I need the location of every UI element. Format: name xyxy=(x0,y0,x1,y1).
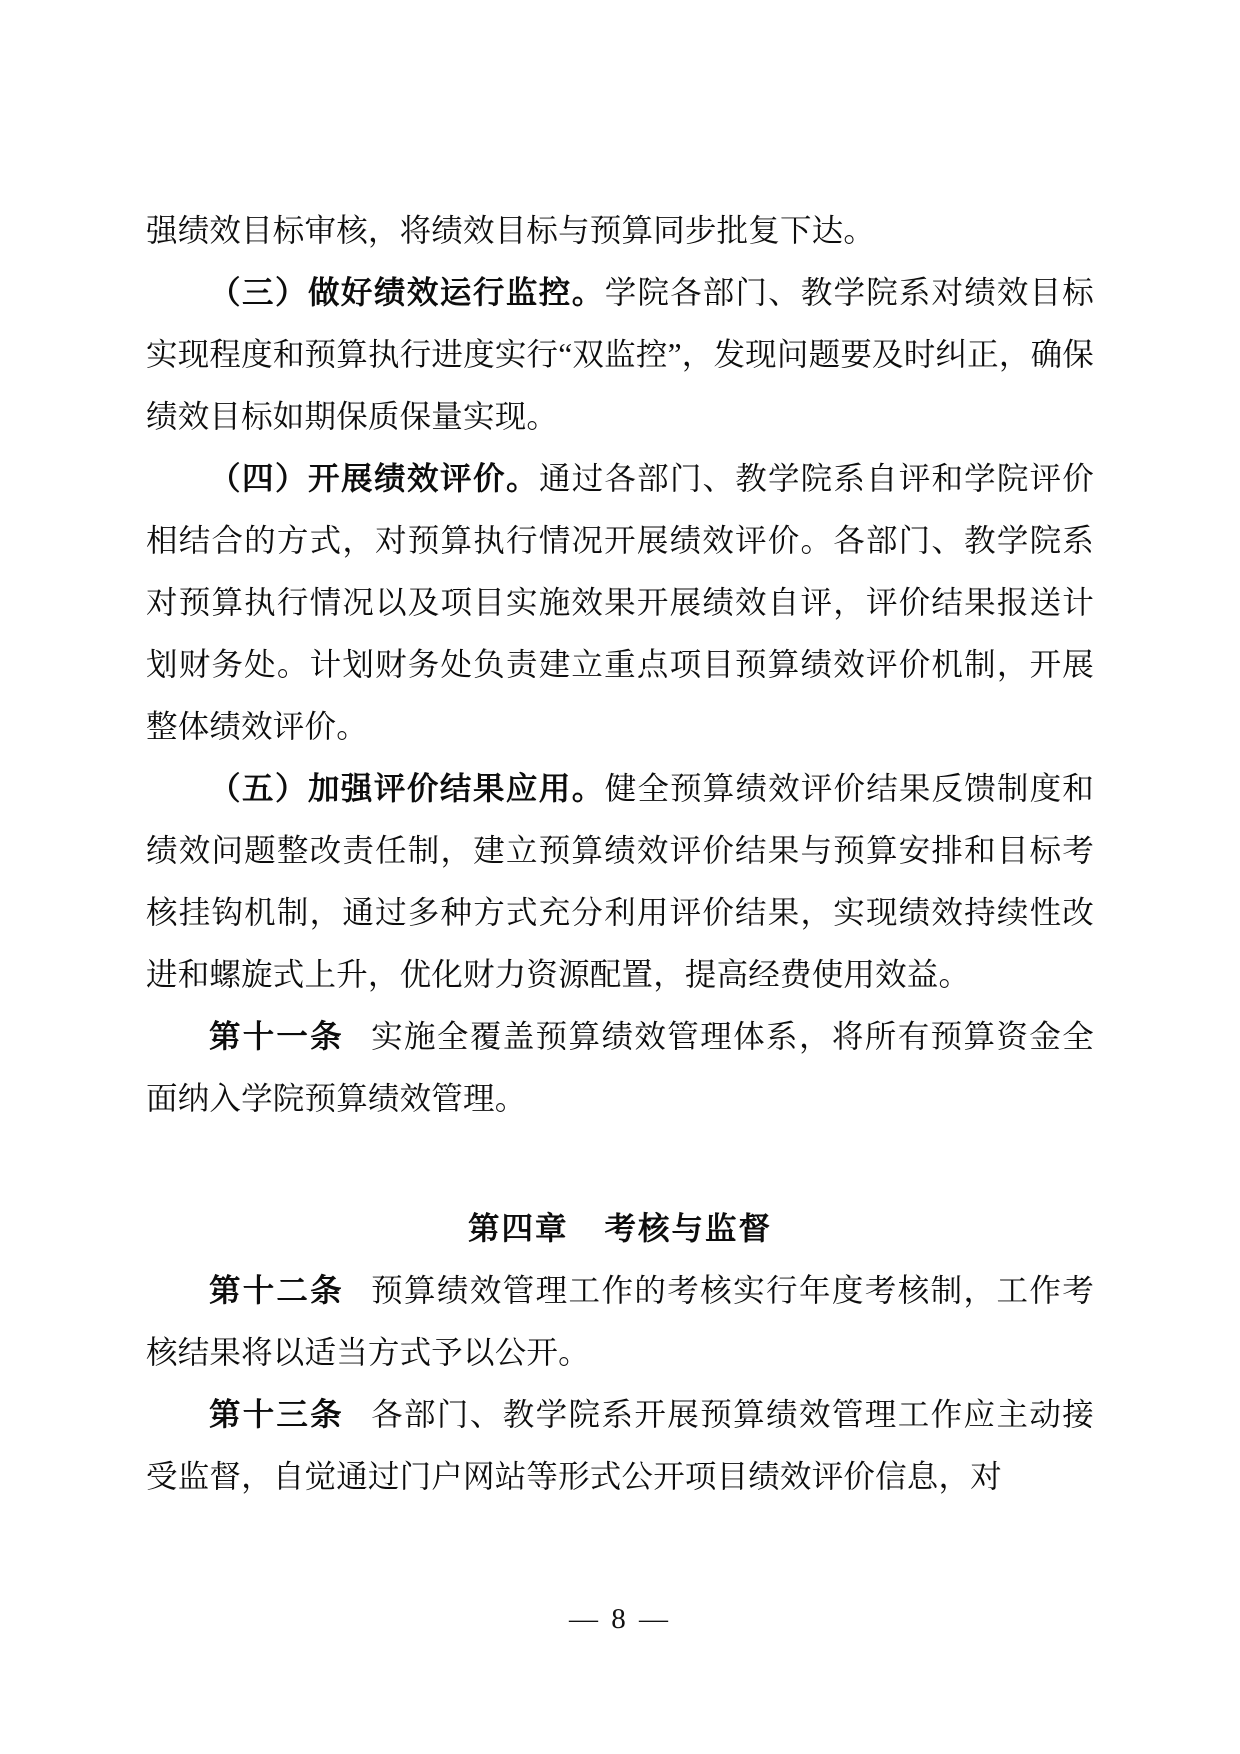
paragraph-continued xyxy=(146,200,1094,262)
paragraph-lead: （四）开展绩效评价。 xyxy=(209,461,540,496)
paragraph-lead: （三）做好绩效运行监控。 xyxy=(209,275,605,310)
paragraph-lead: （五）加强评价结果应用。 xyxy=(209,771,605,806)
chapter-heading xyxy=(146,1198,1094,1260)
chapter-number: 第四章 xyxy=(467,1211,569,1246)
document-body xyxy=(146,200,1094,1508)
chapter-title: 考核与监督 xyxy=(604,1211,773,1246)
paragraph-text: 强绩效目标审核，将绩效目标与预算同步批复下达。 xyxy=(146,213,876,248)
paragraph-item-3 xyxy=(146,262,1094,448)
page-footer xyxy=(0,1603,1240,1636)
paragraph-item-5 xyxy=(146,758,1094,1006)
paragraph-text: 学院各部门、教学院系对绩效目标实现程度和预算执行进度实行“双监控”，发现问题要及时纠正，确保绩效目标如期保质保量实现。 xyxy=(146,275,1094,434)
paragraph-article-12 xyxy=(146,1260,1094,1384)
paragraph-article-13 xyxy=(146,1384,1094,1508)
paragraph-text: 各部门、教学院系开展预算绩效管理工作应主动接受监督，自觉通过门户网站等形式公开项目绩效评价信息，对 xyxy=(146,1397,1094,1494)
article-number: 第十一条 xyxy=(209,1019,344,1054)
paragraph-text: 实施全覆盖预算绩效管理体系，将所有预算资金全面纳入学院预算绩效管理。 xyxy=(146,1019,1094,1116)
paragraph-text: 通过各部门、教学院系自评和学院评价相结合的方式，对预算执行情况开展绩效评价。各部门、教学院系对预算执行情况以及项目实施效果开展绩效自评，评价结果报送计划财务处。计划财务处负责建立重点项目预算绩效评价机制，开展整体绩效评价。 xyxy=(146,461,1094,744)
paragraph-article-11 xyxy=(146,1006,1094,1130)
section-spacer xyxy=(146,1130,1094,1192)
paragraph-text: 健全预算绩效评价结果反馈制度和绩效问题整改责任制，建立预算绩效评价结果与预算安排和目标考核挂钩机制，通过多种方式充分利用评价结果，实现绩效持续性改进和螺旋式上升，优化财力资源配置，提高经费使用效益。 xyxy=(146,771,1094,992)
paragraph-item-4 xyxy=(146,448,1094,758)
article-number: 第十二条 xyxy=(209,1273,344,1308)
page-number: — 8 — xyxy=(569,1603,671,1635)
article-number: 第十三条 xyxy=(209,1397,344,1432)
paragraph-text: 预算绩效管理工作的考核实行年度考核制，工作考核结果将以适当方式予以公开。 xyxy=(146,1273,1094,1370)
